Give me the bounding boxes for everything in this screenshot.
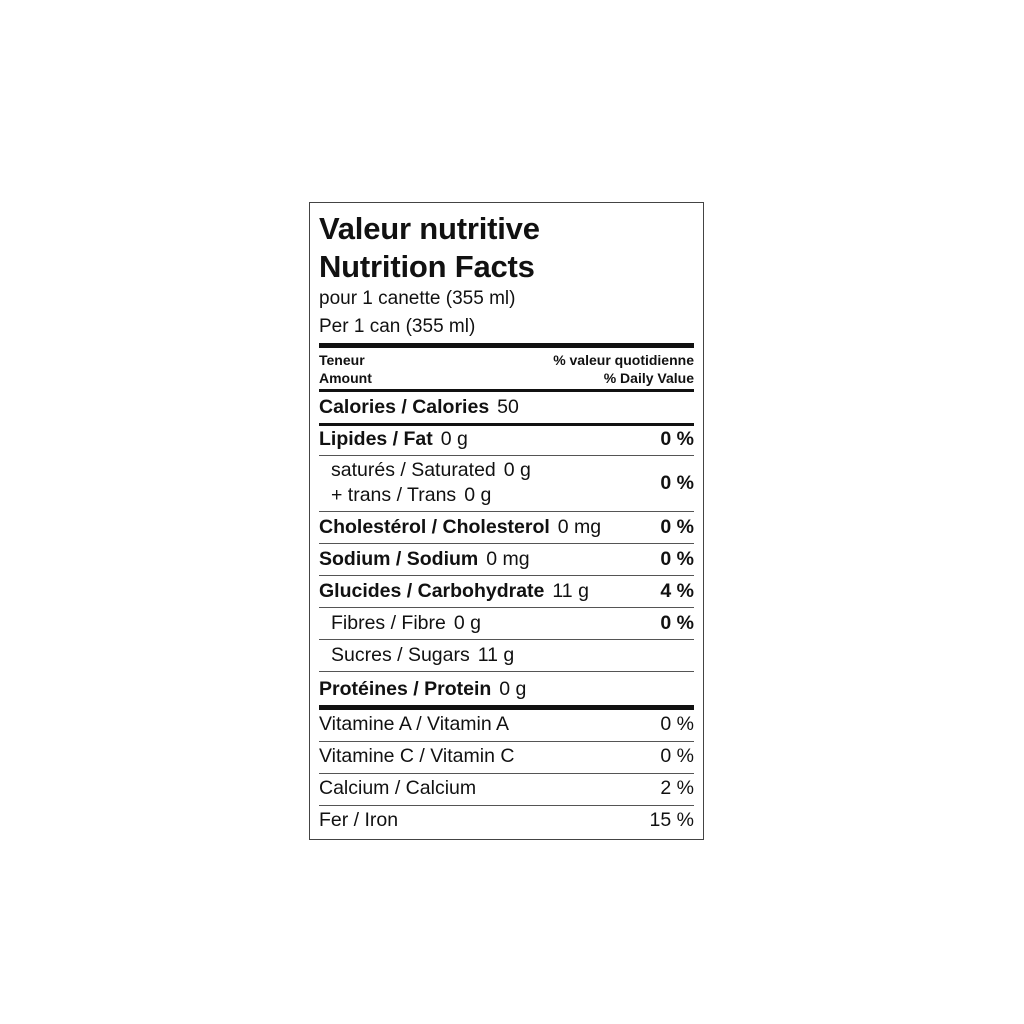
- amount-header-english: Amount: [319, 370, 372, 386]
- saturated-label: saturés / Saturated: [331, 459, 496, 481]
- thick-divider: [319, 343, 694, 348]
- vitamin-a-divider: [319, 741, 694, 742]
- carbohydrate-amount: 11 g: [552, 580, 589, 602]
- nutrition-facts-label: [309, 202, 704, 840]
- protein-amount: 0 g: [499, 678, 527, 700]
- label-content: [319, 203, 694, 839]
- vitamin-c-daily-value: 0 %: [660, 745, 694, 767]
- sugars-label: Sucres / Sugars: [331, 644, 470, 666]
- calories-value: 50: [497, 396, 519, 418]
- fibre-daily-value: 0 %: [660, 612, 694, 634]
- daily-value-header-english: % Daily Value: [603, 370, 694, 386]
- fat-divider: [319, 455, 694, 456]
- vitamin-c-divider: [319, 773, 694, 774]
- cholesterol-amount: 0 mg: [557, 516, 602, 538]
- carbohydrate-divider: [319, 607, 694, 608]
- sodium-label: Sodium / Sodium: [319, 548, 479, 570]
- carbohydrate-label: Glucides / Carbohydrate: [319, 580, 545, 602]
- calories-label: Calories / Calories: [319, 396, 490, 418]
- vitamins-divider: [319, 705, 694, 710]
- iron-daily-value: 15 %: [649, 809, 694, 831]
- serving-size-english: Per 1 can (355 ml): [319, 316, 476, 337]
- serving-size-french: pour 1 canette (355 ml): [319, 288, 516, 309]
- iron-label: Fer / Iron: [319, 809, 399, 831]
- daily-value-header-french: % valeur quotidienne: [553, 352, 694, 368]
- fibre-label: Fibres / Fibre: [331, 612, 446, 634]
- saturated-amount: 0 g: [503, 459, 531, 481]
- fat-daily-value: 0 %: [660, 428, 694, 450]
- sodium-amount: 0 mg: [486, 548, 530, 570]
- vitamin-a-label: Vitamine A / Vitamin A: [319, 713, 510, 735]
- protein-label: Protéines / Protein: [319, 678, 492, 700]
- sodium-daily-value: 0 %: [660, 548, 694, 570]
- sugars-divider: [319, 671, 694, 672]
- amount-header-french: Teneur: [319, 352, 365, 368]
- title-english: Nutrition Facts: [319, 249, 535, 284]
- calcium-label: Calcium / Calcium: [319, 777, 477, 799]
- trans-label: + trans / Trans: [331, 484, 457, 506]
- saturated-trans-daily-value: 0 %: [660, 472, 694, 494]
- vitamin-a-daily-value: 0 %: [660, 713, 694, 735]
- header-divider: [319, 389, 694, 392]
- calories-divider: [319, 423, 694, 426]
- calcium-daily-value: 2 %: [660, 777, 694, 799]
- fibre-amount: 0 g: [453, 612, 481, 634]
- title-french: Valeur nutritive: [319, 211, 540, 246]
- saturated-trans-divider: [319, 511, 694, 512]
- cholesterol-divider: [319, 543, 694, 544]
- fat-label: Lipides / Fat: [319, 428, 433, 450]
- fibre-divider: [319, 639, 694, 640]
- calcium-divider: [319, 805, 694, 806]
- vitamin-c-label: Vitamine C / Vitamin C: [319, 745, 515, 767]
- trans-amount: 0 g: [464, 484, 492, 506]
- carbohydrate-daily-value: 4 %: [660, 580, 694, 602]
- cholesterol-daily-value: 0 %: [660, 516, 694, 538]
- sodium-divider: [319, 575, 694, 576]
- cholesterol-label: Cholestérol / Cholesterol: [319, 516, 550, 538]
- fat-amount: 0 g: [440, 428, 468, 450]
- sugars-amount: 11 g: [477, 644, 515, 666]
